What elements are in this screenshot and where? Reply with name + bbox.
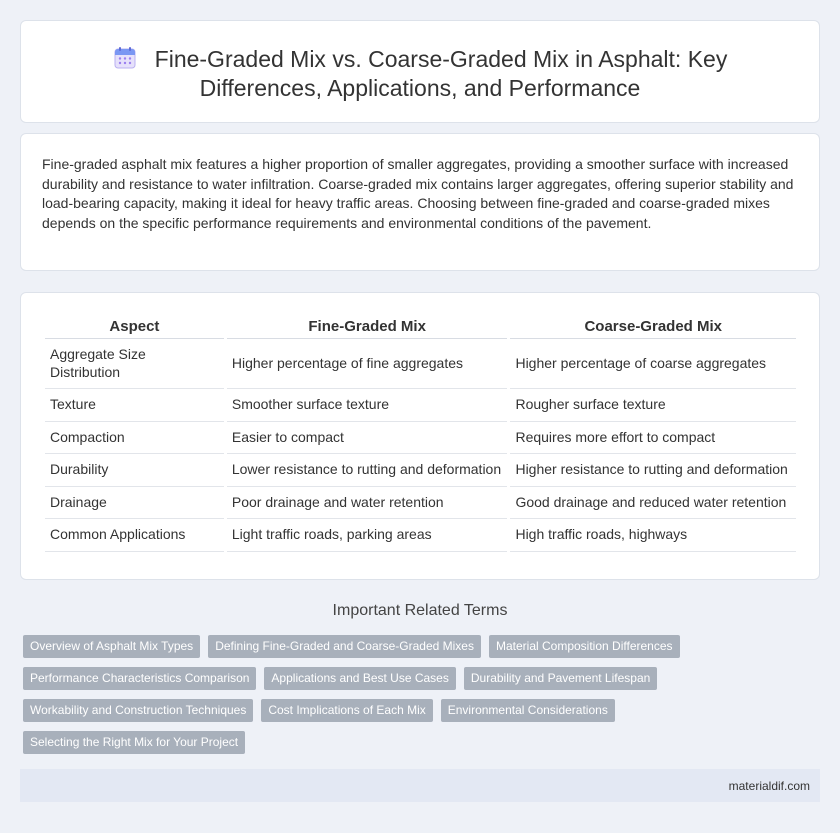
footer-site-link[interactable]: materialdif.com — [728, 779, 810, 793]
table-cell: Durability — [45, 454, 224, 487]
comparison-table — [42, 314, 799, 552]
summary-card — [20, 133, 820, 271]
header-coarse-graded: Coarse-Graded Mix — [510, 314, 796, 339]
table-cell: Easier to compact — [227, 422, 508, 455]
related-term-tag[interactable]: Cost Implications of Each Mix — [261, 699, 432, 722]
table-cell: Good drainage and reduced water retention — [510, 487, 796, 520]
table-cell: Light traffic roads, parking areas — [227, 519, 508, 552]
related-term-tag[interactable]: Workability and Construction Techniques — [23, 699, 253, 722]
table-cell: Smoother surface texture — [227, 389, 508, 422]
table-header-row — [45, 314, 796, 339]
table-cell: Lower resistance to rutting and deformation — [227, 454, 508, 487]
related-terms-title: Important Related Terms — [332, 602, 508, 619]
table-cell: Aggregate Size Distribution — [45, 339, 224, 389]
calendar-icon — [113, 46, 137, 70]
related-term-tag[interactable]: Overview of Asphalt Mix Types — [23, 635, 200, 658]
title-card — [20, 20, 820, 123]
table-cell: Higher percentage of fine aggregates — [227, 339, 508, 389]
related-term-tag[interactable]: Performance Characteristics Comparison — [23, 667, 256, 690]
table-row — [45, 487, 796, 520]
related-term-tag[interactable]: Selecting the Right Mix for Your Project — [23, 731, 245, 754]
table-cell: Texture — [45, 389, 224, 422]
table-cell: High traffic roads, highways — [510, 519, 796, 552]
table-row — [45, 422, 796, 455]
page-title-text: Fine-Graded Mix vs. Coarse-Graded Mix in Asphalt: Key Differences, Applications, and Performance — [154, 46, 728, 101]
table-cell: Poor drainage and water retention — [227, 487, 508, 520]
table-cell: Common Applications — [45, 519, 224, 552]
page-title — [51, 45, 789, 103]
table-cell: Higher percentage of coarse aggregates — [510, 339, 796, 389]
table-cell: Compaction — [45, 422, 224, 455]
table-row — [45, 339, 796, 389]
table-cell: Rougher surface texture — [510, 389, 796, 422]
related-term-tag[interactable]: Applications and Best Use Cases — [264, 667, 455, 690]
table-cell: Higher resistance to rutting and deformation — [510, 454, 796, 487]
table-row — [45, 454, 796, 487]
related-terms-list — [23, 635, 713, 754]
table-row — [45, 519, 796, 552]
related-term-tag[interactable]: Material Composition Differences — [489, 635, 680, 658]
table-cell: Drainage — [45, 487, 224, 520]
table-row — [45, 389, 796, 422]
header-fine-graded: Fine-Graded Mix — [227, 314, 508, 339]
table-cell: Requires more effort to compact — [510, 422, 796, 455]
comparison-table-card — [20, 292, 820, 580]
related-term-tag[interactable]: Environmental Considerations — [441, 699, 615, 722]
related-term-tag[interactable]: Durability and Pavement Lifespan — [464, 667, 657, 690]
summary-paragraph: Fine-graded asphalt mix features a higher proportion of smaller aggregates, providing a smoother surface with increased durability and resistance to water infiltration. Coarse-graded mix contains larger aggregates, offering superior stability and load-bearing capacity, making it ideal for heavy traffic areas. Choosing between fine-graded and coarse-graded mixes depends on the specific performance requirements and environmental conditions of the pavement. — [42, 156, 794, 231]
footer-bar — [20, 769, 820, 802]
related-term-tag[interactable]: Defining Fine-Graded and Coarse-Graded Mixes — [208, 635, 481, 658]
header-aspect: Aspect — [45, 314, 224, 339]
